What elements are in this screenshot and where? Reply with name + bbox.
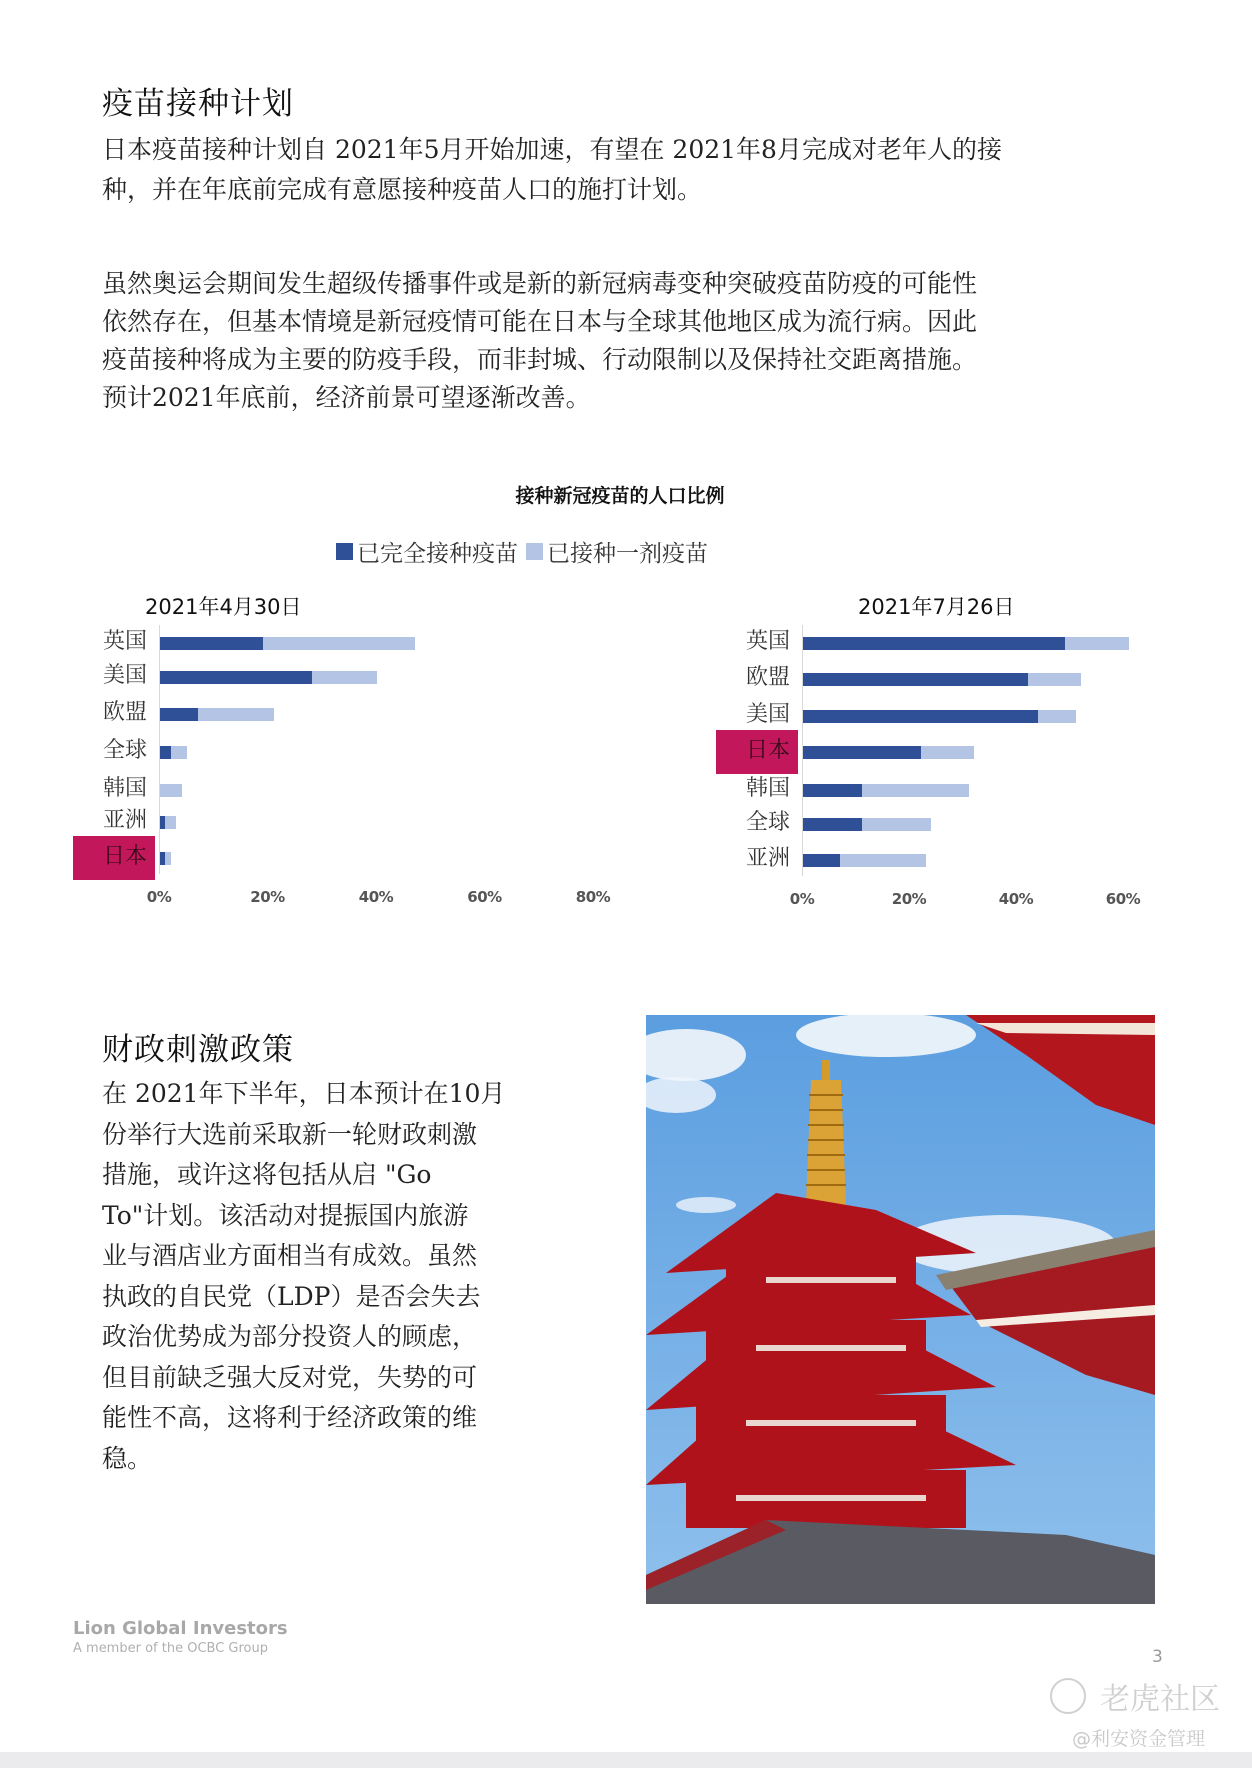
category-label: 英国 <box>745 629 790 654</box>
paragraph-line: 预计2021年底前，经济前景可望逐渐改善。 <box>102 383 591 412</box>
section-title-fiscal: 财政刺激政策 <box>102 1032 294 1068</box>
bottom-strip <box>0 1752 1252 1768</box>
bar-one-dose <box>160 784 182 797</box>
category-label: 韩国 <box>102 776 147 801</box>
bar-fully-vaccinated <box>160 816 165 829</box>
section-title-vaccination: 疫苗接种计划 <box>102 86 294 122</box>
bar-fully-vaccinated <box>160 746 171 759</box>
bar-fully-vaccinated <box>160 671 312 684</box>
x-tick-label: 60% <box>1105 890 1141 908</box>
paragraph-line: 但目前缺乏强大反对党，失势的可 <box>102 1362 478 1392</box>
x-tick-label: 0% <box>146 888 172 906</box>
paragraph-line: 政治优势成为部分投资人的顾虑， <box>102 1322 478 1351</box>
category-label: 美国 <box>102 663 147 688</box>
watermark <box>1050 1674 1220 1718</box>
legend-label-full: 已完全接种疫苗 <box>357 541 518 567</box>
paragraph-line: 在 2021年下半年，日本预计在10月 <box>102 1079 506 1108</box>
bar-fully-vaccinated <box>803 746 921 759</box>
bar-fully-vaccinated <box>803 637 1065 650</box>
vaccination-paragraph-1 <box>102 130 1162 210</box>
pagoda-photo <box>646 1015 1155 1604</box>
paragraph-line: 日本疫苗接种计划自 2021年5月开始加速，有望在 2021年8月完成对老年人的接 <box>102 135 1002 164</box>
vaccination-paragraph-2 <box>102 265 1162 417</box>
chart-date-label: 2021年7月26日 <box>858 595 1015 619</box>
paragraph-line: 业与酒店业方面相当有成效。虽然 <box>102 1241 478 1270</box>
fiscal-paragraph <box>102 1074 572 1479</box>
paragraph-line: 依然存在，但基本情境是新冠疫情可能在日本与全球其他地区成为流行病。因此 <box>102 307 978 336</box>
x-tick-label: 60% <box>467 888 502 906</box>
x-tick-label: 0% <box>789 890 815 908</box>
legend-swatch-full <box>336 543 353 560</box>
category-label: 韩国 <box>745 776 790 801</box>
category-label: 亚洲 <box>745 846 790 871</box>
paragraph-line: 疫苗接种将成为主要的防疫手段，而非封城、行动限制以及保持社交距离措施。 <box>102 345 978 374</box>
chart-title: 接种新冠疫苗的人口比例 <box>515 485 725 507</box>
bar-fully-vaccinated <box>803 673 1028 686</box>
category-label: 全球 <box>745 810 790 835</box>
bar-fully-vaccinated <box>803 854 840 867</box>
paragraph-line: 措施，或许这将包括从启 "Go <box>102 1160 432 1189</box>
paragraph-line: 种，并在年底前完成有意愿接种疫苗人口的施打计划。 <box>102 175 703 204</box>
bar-fully-vaccinated <box>160 637 263 650</box>
bar-fully-vaccinated <box>803 818 862 831</box>
pagoda-illustration <box>646 1015 1155 1604</box>
bar-fully-vaccinated <box>160 708 198 721</box>
paragraph-line: To"计划。该活动对提振国内旅游 <box>102 1200 469 1230</box>
category-label: 日本 <box>745 738 790 763</box>
category-label: 亚洲 <box>102 808 147 833</box>
category-label: 美国 <box>745 702 790 727</box>
category-label: 欧盟 <box>745 665 790 690</box>
category-label: 英国 <box>102 629 147 654</box>
paragraph-line: 虽然奥运会期间发生超级传播事件或是新的新冠病毒变种突破疫苗防疫的可能性 <box>102 269 978 298</box>
chart-legend <box>336 535 708 568</box>
tiger-logo-icon <box>1050 1678 1086 1714</box>
watermark-handle: @利安资金管理 <box>1072 1728 1206 1750</box>
footer-brand: Lion Global Investors <box>73 1618 288 1639</box>
category-label: 全球 <box>102 738 147 763</box>
x-tick-label: 20% <box>250 888 285 906</box>
legend-label-one-dose: 已接种一剂疫苗 <box>547 541 708 567</box>
bar-fully-vaccinated <box>160 852 165 865</box>
paragraph-line: 能性不高，这将利于经济政策的维 <box>102 1403 478 1432</box>
category-label: 日本 <box>102 844 147 869</box>
x-tick-label: 40% <box>998 890 1034 908</box>
page-number: 3 <box>1152 1647 1163 1667</box>
category-label: 欧盟 <box>102 700 147 725</box>
chart-date-label: 2021年4月30日 <box>145 595 302 619</box>
bar-fully-vaccinated <box>803 784 862 797</box>
legend-swatch-one-dose <box>526 543 543 560</box>
x-tick-label: 20% <box>891 890 927 908</box>
x-tick-label: 80% <box>575 888 611 906</box>
bar-fully-vaccinated <box>803 710 1038 723</box>
paragraph-line: 稳。 <box>102 1443 153 1473</box>
watermark-name: 老虎社区 <box>1100 1682 1220 1717</box>
paragraph-line: 执政的自民党（LDP）是否会失去 <box>102 1281 481 1311</box>
paragraph-line: 份举行大选前采取新一轮财政刺激 <box>102 1119 478 1149</box>
x-tick-label: 40% <box>358 888 394 906</box>
footer-tagline: A member of the OCBC Group <box>73 1641 268 1656</box>
